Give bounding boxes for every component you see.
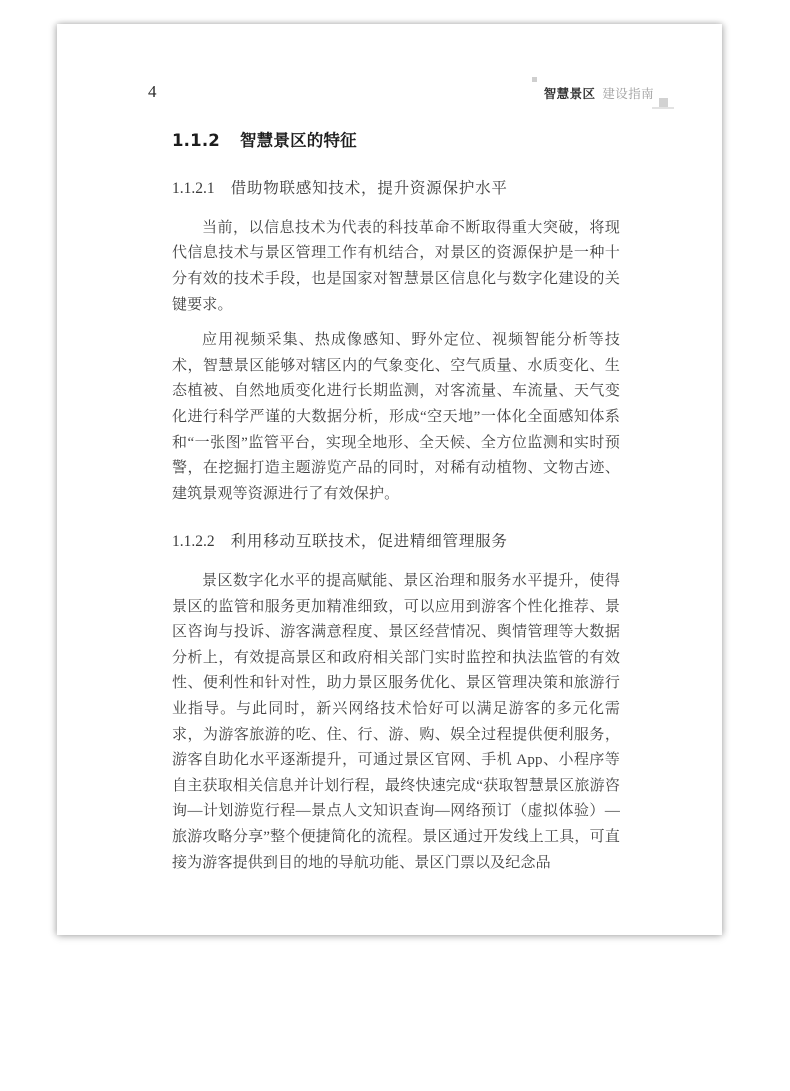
- page-number: 4: [148, 82, 157, 101]
- running-head: [57, 24, 722, 101]
- section-title: 智慧景区的特征: [239, 131, 357, 150]
- subsection-heading-2: [172, 531, 620, 553]
- paragraph: 景区数字化水平的提高赋能、景区治理和服务水平提升，使得景区的监管和服务更加精准细致，可以应用到游客个性化推荐、景区咨询与投诉、游客满意程度、景区经营情况、舆情管理等大数据分析上，有效提高景区和政府相关部门实时监控和执法监管的有效性、便利性和针对性，助力景区服务优化、景区管理决策和旅游行业指导。与此同时，新兴网络技术恰好可以满足游客的多元化需求，为游客旅游的吃、住、行、游、购、娱全过程提供便利服务，游客自助化水平逐渐提升，可通过景区官网、手机 App、小程序等自主获取相关信息并计划行程，最终快速完成“获取智慧景区旅游咨询—计划游览行程—景点人文知识查询—网络预订（虚拟体验）—旅游攻略分享”整个便捷简化的流程。景区通过开发线上工具，可直接为游客提供到目的地的导航功能、景区门票以及纪念品: [172, 573, 620, 871]
- decoration-square-top-icon: [532, 77, 537, 82]
- paragraph: 当前，以信息技术为代表的科技革命不断取得重大突破，将现代信息技术与景区管理工作有机结合，对景区的资源保护是一种十分有效的技术手段，也是国家对智慧景区信息化与数字化建设的关键要求。: [172, 219, 620, 313]
- subsection-number-1: 1.1.2.1: [172, 180, 215, 198]
- section-heading: [172, 129, 620, 152]
- decoration-rule-icon: [652, 107, 674, 109]
- content-column: [172, 129, 620, 876]
- document-page: [57, 24, 722, 935]
- subsection-heading-1: [172, 178, 620, 200]
- section-number: 1.1.2: [172, 131, 220, 150]
- header-title-main: 智慧景区: [543, 86, 596, 101]
- paragraph: 应用视频采集、热成像感知、野外定位、视频智能分析等技术，智慧景区能够对辖区内的气象变化、空气质量、水质变化、生态植被、自然地质变化进行长期监测，对客流量、车流量、天气变化进行科学严谨的大数据分析，形成“空天地”一体化全面感知体系和“一张图”监管平台，实现全地形、全天候、全方位监测和实时预警，在挖掘打造主题游览产品的同时，对稀有动植物、文物古迹、建筑景观等资源进行了有效保护。: [172, 332, 620, 502]
- subsection-number-2: 1.1.2.2: [172, 533, 215, 551]
- header-title-group: [544, 84, 654, 102]
- decoration-square-bottom-icon: [659, 98, 668, 107]
- header-title-sub: 建设指南: [602, 86, 654, 101]
- subsection-title-1: 借助物联感知技术，提升资源保护水平: [230, 180, 508, 198]
- subsection-title-2: 利用移动互联技术，促进精细管理服务: [230, 533, 508, 551]
